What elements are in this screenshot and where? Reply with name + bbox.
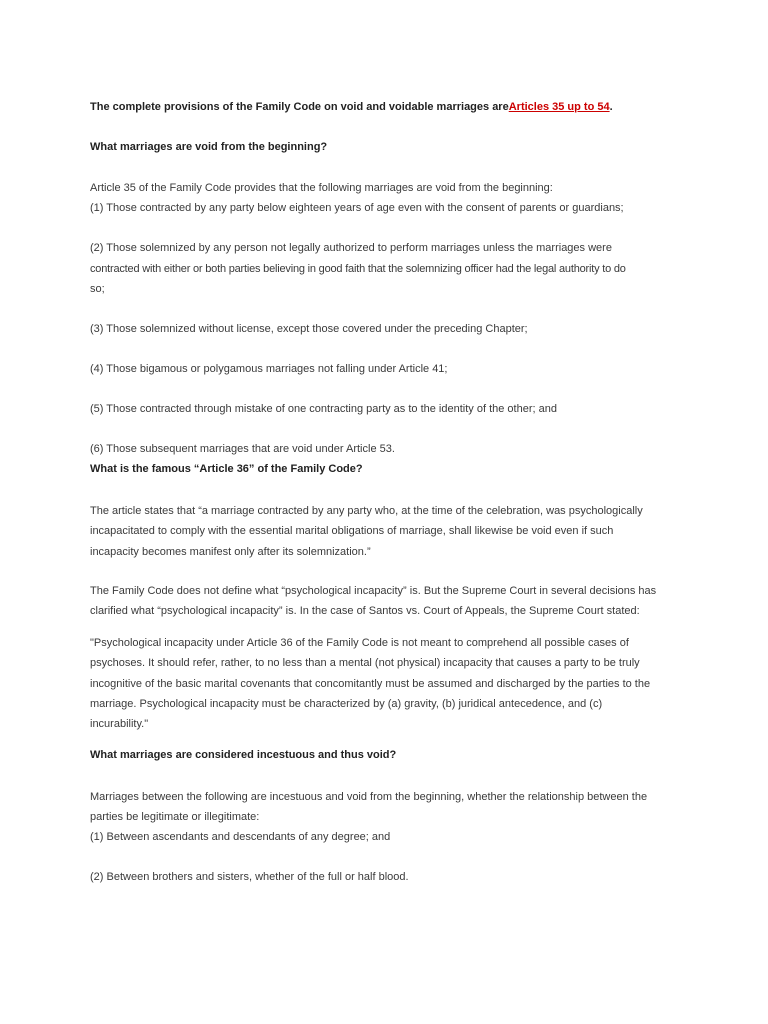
santos-quote-line-2: psychoses. It should refer, rather, to no less than a mental (not physical) incapacity that causes a party to be truly bbox=[90, 657, 640, 669]
article-36-line-3: incapacity becomes manifest only after its solemnization.” bbox=[90, 546, 371, 558]
incest-item-2: (2) Between brothers and sisters, whether of the full or half blood. bbox=[90, 871, 409, 883]
incest-line-2: parties be legitimate or illegitimate: bbox=[90, 811, 260, 823]
intro-text: The complete provisions of the Family Code on void and voidable marriages are bbox=[90, 101, 509, 113]
intro-period: . bbox=[609, 101, 613, 113]
question-article-36: What is the famous “Article 36” of the Family Code? bbox=[90, 463, 363, 475]
article-35-item-6: (6) Those subsequent marriages that are void under Article 53. bbox=[90, 443, 395, 455]
question-void-from-beginning: What marriages are void from the beginning? bbox=[90, 141, 328, 153]
article-35-intro: Article 35 of the Family Code provides that the following marriages are void from the beginning: bbox=[90, 182, 553, 194]
santos-quote-line-5: incurability." bbox=[90, 718, 149, 730]
articles-35-54-link[interactable]: Articles 35 up to 54 bbox=[508, 101, 610, 113]
article-36-line-1: The article states that “a marriage contracted by any party who, at the time of the celebration, was psychologically bbox=[90, 505, 643, 517]
article-36-line-2: incapacitated to comply with the essential marital obligations of marriage, shall likewise be void even if such bbox=[90, 525, 614, 537]
santos-quote-line-3: incognitive of the basic marital covenants that concomitantly must be assumed and discharged by the parties to the bbox=[90, 678, 651, 690]
article-35-item-5: (5) Those contracted through mistake of one contracting party as to the identity of the other; and bbox=[90, 403, 557, 415]
question-incestuous: What marriages are considered incestuous and thus void? bbox=[90, 749, 397, 761]
definition-line-1: The Family Code does not define what “psychological incapacity” is. But the Supreme Court in several decisions has bbox=[90, 585, 657, 597]
santos-quote-line-1: "Psychological incapacity under Article 36 of the Family Code is not meant to comprehend all possible cases of bbox=[90, 637, 629, 649]
incest-line-1: Marriages between the following are incestuous and void from the beginning, whether the relationship between the bbox=[90, 791, 648, 803]
intro-sentence bbox=[90, 100, 690, 114]
santos-quote-line-4: marriage. Psychological incapacity must be characterized by (a) gravity, (b) juridical antecedence, and (c) bbox=[90, 698, 603, 710]
article-35-item-4: (4) Those bigamous or polygamous marriages not falling under Article 41; bbox=[90, 363, 448, 375]
definition-line-2: clarified what “psychological incapacity” is. In the case of Santos vs. Court of Appeals, the Supreme Court stated: bbox=[90, 605, 640, 617]
incest-item-1: (1) Between ascendants and descendants of any degree; and bbox=[90, 831, 391, 843]
article-35-item-1: (1) Those contracted by any party below eighteen years of age even with the consent of parents or guardians; bbox=[90, 202, 624, 214]
article-35-item-2-line-2: contracted with either or both parties believing in good faith that the solemnizing officer had the legal authority to do bbox=[90, 263, 626, 275]
article-35-item-2-line-3: so; bbox=[90, 283, 105, 295]
article-35-item-2-line-1: (2) Those solemnized by any person not legally authorized to perform marriages unless the marriages were bbox=[90, 242, 612, 254]
article-35-item-3: (3) Those solemnized without license, except those covered under the preceding Chapter; bbox=[90, 323, 528, 335]
